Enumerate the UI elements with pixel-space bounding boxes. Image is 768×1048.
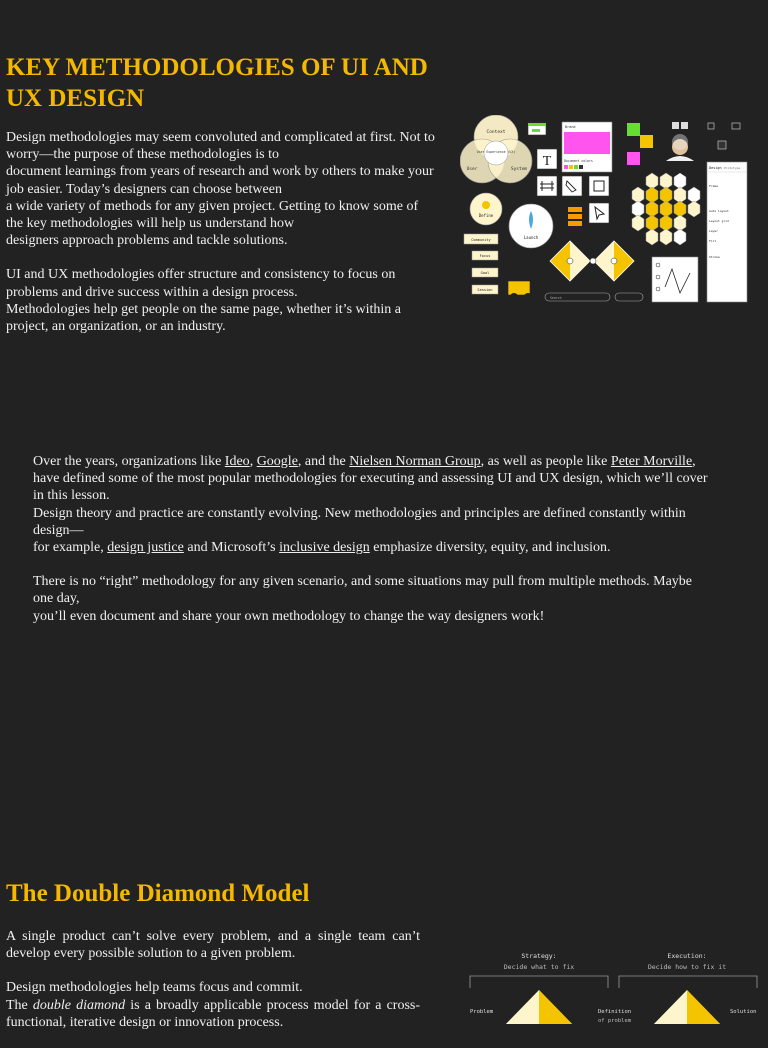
sticky-notes (627, 123, 653, 165)
search-label: Search (550, 296, 562, 300)
session-tag (472, 285, 498, 294)
nielsen-norman-group-link[interactable]: Nielsen Norman Group (349, 454, 481, 469)
search-bar (545, 293, 643, 301)
intro-p1-line: Design methodologies may seem convoluted and complicated at first. Not to (6, 130, 435, 145)
document-colors-label: Document colors (564, 159, 593, 163)
text-fragment: , (692, 454, 696, 469)
design-justice-link[interactable]: design justice (107, 540, 184, 556)
problem-label: Problem (470, 1009, 494, 1015)
avatar (666, 122, 694, 161)
overview-p2-line-2: one day, (33, 591, 80, 607)
venn-diagram (460, 115, 532, 183)
community-label: Community (471, 238, 491, 242)
intro-p2-line: Methodologies help get people on the same page, whether it’s within a (6, 301, 402, 317)
overview-p2-line-3: you’ll even document and share your own methodology to change the way designers work! (33, 608, 545, 624)
design-panel (707, 162, 747, 302)
define-label: Define (478, 213, 494, 218)
strategy-bracket (470, 976, 608, 988)
text-fragment: is a broadly applicable process model for a cross-functional, iterative design or innovation process. (6, 997, 421, 1030)
launch-badge (509, 204, 553, 248)
intro-p2-line: problems and drive success within a design process. (6, 284, 298, 300)
intro-p1-line: document learnings from years of research and work by others to make your (6, 164, 434, 180)
intro-paragraph-2 (6, 266, 456, 335)
intro-paragraph-1 (6, 129, 456, 249)
panel-row-frame: Frame (709, 184, 719, 188)
text-tool-glyph: T (542, 154, 552, 169)
double-diamond-text (6, 928, 420, 1048)
honeycomb-diagram (632, 173, 700, 245)
text-fragment: for example, (33, 540, 108, 556)
overview-paragraph-1 (33, 453, 733, 556)
overview-line-1 (33, 453, 733, 470)
overview-line-5: design— (33, 522, 84, 538)
double-diamond-paragraph-2 (6, 979, 420, 1031)
overview-line-3: in this lesson. (33, 488, 110, 504)
focus-tag (472, 251, 498, 260)
strategy-subtitle: Decide what to fix (503, 963, 575, 971)
double-diamond-p2-line-1: Design methodologies help teams focus and commit. (6, 980, 303, 996)
text-fragment: , and the (297, 454, 350, 469)
page-title-line-1: KEY METHODOLOGIES OF UI AND (6, 54, 428, 81)
double-diamond-term: double diamond (32, 997, 126, 1013)
text-tool-icon (537, 149, 557, 169)
execution-title: Execution: (667, 952, 707, 960)
hero-illustration (460, 115, 760, 310)
design-panel-title: Design (709, 166, 722, 170)
layers-icon (568, 207, 582, 226)
definition-label-2: of problem (598, 1018, 632, 1024)
define-badge (470, 193, 502, 225)
ideo-link[interactable]: Ideo (224, 454, 250, 469)
double-diamond-diagram (466, 948, 766, 1024)
design-panel-tab: Prototype (724, 166, 741, 170)
google-link[interactable]: Google (256, 454, 298, 469)
overview-line-6 (33, 539, 733, 556)
text-fragment: Over the years, organizations like (33, 454, 225, 469)
panel-row-stroke: Stroke (709, 255, 720, 259)
focus-label: Focus (479, 254, 491, 258)
venn-context-label: Context (486, 130, 506, 135)
panel-row-layer: Layer (709, 229, 719, 233)
text-fragment: , (249, 454, 257, 469)
panel-row-layout-grid: Layout grid (709, 219, 729, 223)
diamond-2-right (687, 990, 724, 1024)
intro-text (6, 129, 456, 352)
pen-tool-icon (562, 176, 582, 196)
overview-paragraph-2 (33, 573, 733, 625)
methodologies-overview (33, 453, 733, 642)
page-title (6, 52, 466, 114)
session-label: Session (477, 288, 493, 292)
panel-row-fill: Fill (709, 239, 717, 243)
intro-p1-line: a wide variety of methods for any given project. Getting to know some of (6, 198, 419, 214)
text-fragment: The (6, 997, 33, 1013)
goal-tag (472, 268, 498, 277)
intro-p2-line: UI and UX methodologies offer structure and consistency to focus on (6, 267, 396, 283)
community-tag (464, 234, 498, 244)
diamond-1-right (539, 990, 576, 1024)
solution-label: Solution (730, 1009, 757, 1015)
execution-bracket (619, 976, 757, 988)
intro-p1-line: the key methodologies will help us understand how (6, 216, 295, 232)
window-title: Brand (565, 125, 576, 129)
overview-p2-line-1: There is no “right” methodology for any given scenario, and some situations may pull from multiple methods. Maybe (33, 574, 693, 590)
double-diamond-paragraph-1: A single product can’t solve every problem, and a single team can’t develop every possible solution to a given problem. (6, 929, 420, 962)
venn-system-label: System (510, 167, 528, 172)
cursor-tool-icon (589, 203, 609, 223)
mini-double-diamond (550, 241, 634, 281)
goal-label: Goal (480, 271, 490, 275)
rectangle-tool-icon (589, 176, 609, 196)
intro-p1-line: designers approach problems and tackle solutions. (6, 233, 288, 249)
window-icon (528, 123, 546, 135)
launch-label: Launch (523, 235, 539, 240)
execution-subtitle: Decide how to fix it (647, 963, 727, 971)
definition-label-1: Definition (598, 1009, 632, 1015)
text-fragment: , as well as people like (480, 454, 611, 469)
strategy-title: Strategy: (521, 952, 557, 960)
text-fragment: and Microsoft’s (183, 540, 280, 556)
forklift-icon (504, 267, 532, 301)
overview-line-2: have defined some of the most popular methodologies for executing and assessing UI and UX design, which we’ll cover (33, 471, 708, 487)
overview-line-4: Design theory and practice are constantly evolving. New methodologies and principles are defined constantly within (33, 505, 686, 521)
inclusive-design-link[interactable]: inclusive design (279, 540, 370, 556)
page-title-line-2: UX DESIGN (6, 85, 145, 112)
intro-p1-line: job easier. Today’s designers can choose between (6, 181, 282, 197)
settings-icon-cluster (708, 123, 740, 149)
document-colors-window (562, 122, 612, 172)
venn-center-label: User Experience (UX) (476, 150, 516, 154)
flowchart-card (652, 257, 698, 302)
peter-morville-link[interactable]: Peter Morville (610, 454, 693, 469)
venn-user-label: User (466, 167, 478, 172)
frame-tool-icon (537, 176, 557, 196)
panel-row-auto-layout: Auto layout (709, 209, 729, 213)
intro-p1-line: worry—the purpose of these methodologies is to (6, 147, 279, 163)
text-fragment: emphasize diversity, equity, and inclusion. (369, 540, 611, 556)
intro-p2-line: project, an organization, or an industry. (6, 319, 226, 335)
double-diamond-heading: The Double Diamond Model (6, 880, 310, 907)
